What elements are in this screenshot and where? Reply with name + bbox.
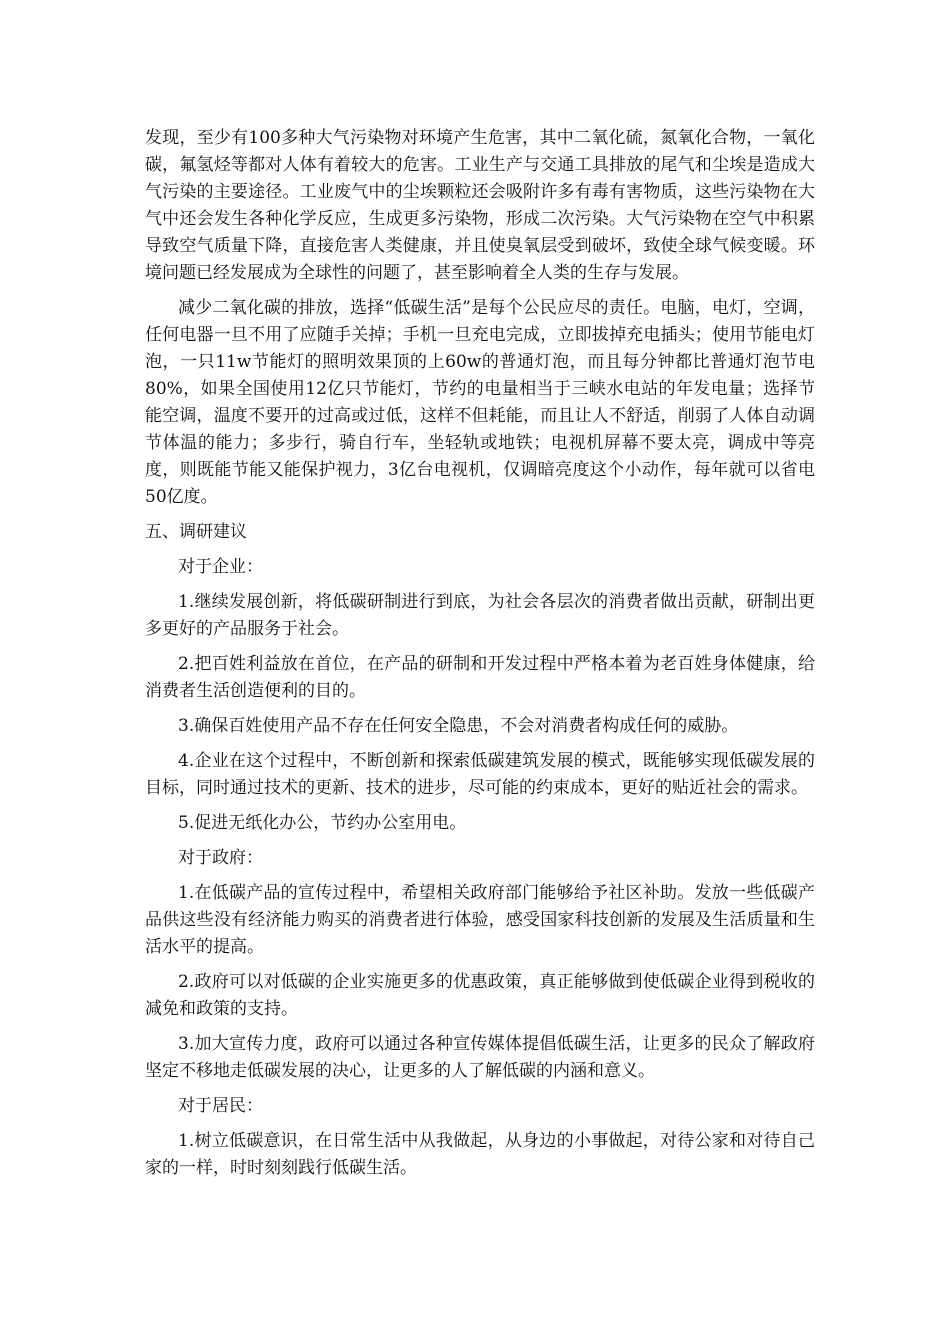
subheading-government: 对于政府： — [178, 848, 263, 868]
enterprise-item-3: 3.确保百姓使用产品不存在任何安全隐患，不会对消费者构成任何的威胁。 — [178, 716, 739, 736]
government-item-3: 3.加大宣传力度，政府可以通过各种宣传媒体提倡低碳生活，让更多的民众了解政府坚定不移地走低碳发展的决心，让更多的人了解低碳的内涵和意义。 — [145, 1034, 815, 1081]
section-heading-suggestions: 五、调研建议 — [145, 522, 247, 542]
government-item-1: 1.在低碳产品的宣传过程中，希望相关政府部门能够给予社区补助。发放一些低碳产品供这些没有经济能力购买的消费者进行体验，感受国家科技创新的发展及生活质量和生活水平的提高。 — [145, 883, 815, 957]
subheading-residents: 对于居民： — [178, 1096, 263, 1116]
government-item-2: 2.政府可以对低碳的企业实施更多的优惠政策，真正能够做到使低碳企业得到税收的减免和政策的支持。 — [145, 972, 815, 1019]
subheading-enterprise: 对于企业： — [178, 557, 263, 577]
enterprise-item-4: 4.企业在这个过程中，不断创新和探索低碳建筑发展的模式，既能够实现低碳发展的目标，同时通过技术的更新、技术的进步，尽可能的约束成本，更好的贴近社会的需求。 — [145, 751, 815, 798]
residents-item-1: 1.树立低碳意识，在日常生活中从我做起，从身边的小事做起，对待公家和对待自己家的一样，时时刻刻践行低碳生活。 — [145, 1131, 815, 1178]
enterprise-item-1: 1.继续发展创新，将低碳研制进行到底，为社会各层次的消费者做出贡献，研制出更多更好的产品服务于社会。 — [145, 592, 815, 639]
document-body — [145, 125, 815, 1190]
enterprise-item-5: 5.促进无纸化办公，节约办公室用电。 — [178, 813, 467, 833]
enterprise-item-2: 2.把百姓利益放在首位，在产品的研制和开发过程中严格本着为老百姓身体健康，给消费者生活创造便利的目的。 — [145, 654, 815, 701]
paragraph-low-carbon-life: 减少二氧化碳的排放，选择“低碳生活”是每个公民应尽的责任。电脑，电灯，空调，任何电器一旦不用了应随手关掉；手机一旦充电完成，立即拔掉充电插头；使用节能电灯泡，一只11w节能灯的照明效果顶的上60w的普通灯泡，而且每分钟都比普通灯泡节电80%，如果全国使用12亿只节能灯，节约的电量相当于三峡水电站的年发电量；选择节能空调，温度不要开的过高或过低，这样不但耗能，而且让人不舒适，削弱了人体自动调节体温的能力；多步行，骑自行车，坐轻轨或地铁；电视机屏幕不要太亮，调成中等亮度，则既能节能又能保护视力，3亿台电视机，仅调暗亮度这个小动作，每年就可以省电50亿度。 — [145, 298, 815, 507]
paragraph-air-pollution: 发现，至少有100多种大气污染物对环境产生危害，其中二氧化硫，氮氧化合物，一氧化碳，氟氢烃等都对人体有着较大的危害。工业生产与交通工具排放的尾气和尘埃是造成大气污染的主要途径。工业废气中的尘埃颗粒还会吸附许多有毒有害物质，这些污染物在大气中还会发生各种化学反应，生成更多污染物，形成二次污染。大气污染物在空气中积累导致空气质量下降，直接危害人类健康，并且使臭氧层受到破坏，致使全球气候变暖。环境问题已经发展成为全球性的问题了，甚至影响着全人类的生存与发展。 — [145, 128, 815, 283]
